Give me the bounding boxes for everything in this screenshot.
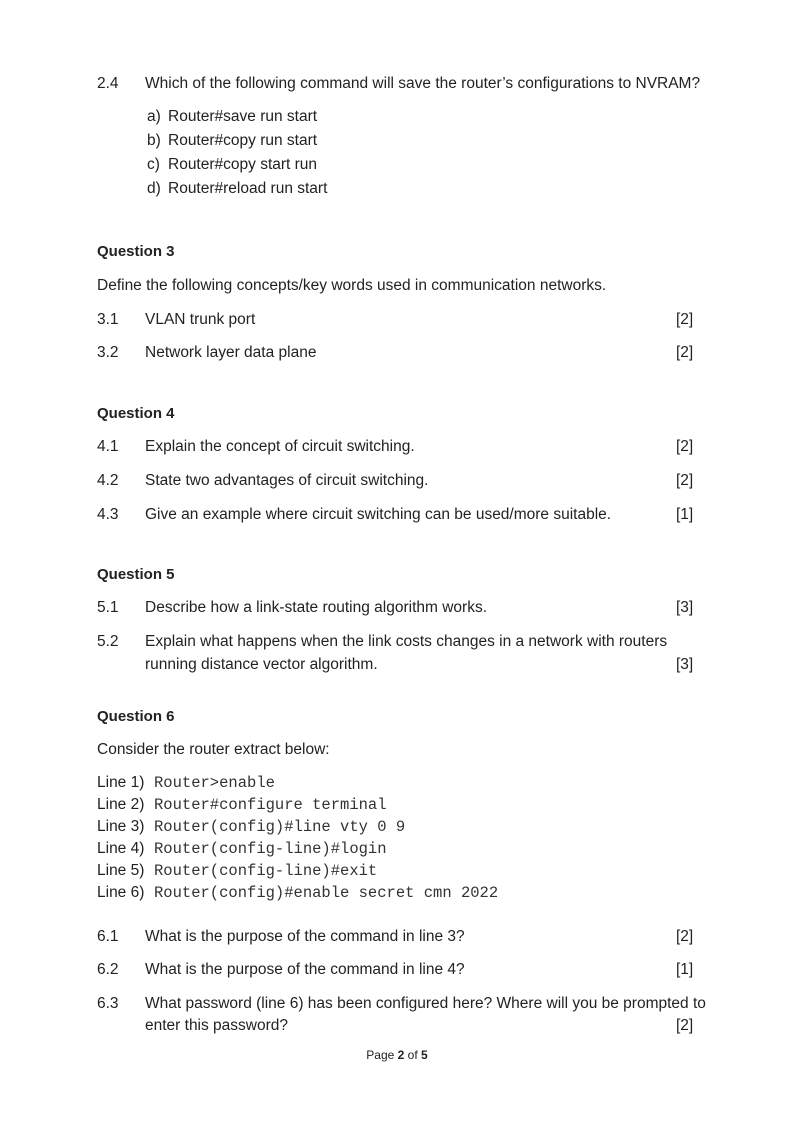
question-marks: [2] [676,438,694,455]
question-number: 6.1 [97,928,119,945]
question-number: 6.2 [97,961,119,978]
option-text: Router#reload run start [168,180,328,197]
question-marks: [2] [676,344,694,361]
section-intro: Consider the router extract below: [97,741,330,758]
question-text: VLAN trunk port [145,311,256,328]
question-number: 3.1 [97,311,119,328]
section-heading: Question 4 [97,405,175,422]
code-line-label: Line 5) [97,862,145,879]
question-marks: [3] [676,599,694,616]
footer-of: of [404,1048,422,1062]
question-text: Explain the concept of circuit switching. [145,438,415,455]
question-text: Explain what happens when the link costs changes in a network with routers [145,633,668,650]
code-line: Router(config-line)#login [154,840,387,858]
question-text: State two advantages of circuit switching. [145,472,429,489]
question-marks: [1] [676,506,694,523]
question-number: 4.3 [97,506,119,523]
question-marks: [2] [676,928,694,945]
question-text: Which of the following command will save the router’s configurations to NVRAM? [145,75,701,92]
question-text: What is the purpose of the command in line 4? [145,961,465,978]
question-number: 2.4 [97,75,119,92]
question-number: 4.1 [97,438,119,455]
footer-prefix: Page [366,1048,398,1062]
question-marks: [3] [676,656,694,673]
option-text: Router#save run start [168,108,318,125]
question-number: 5.1 [97,599,119,616]
code-line: Router(config-line)#exit [154,862,378,880]
code-line: Router>enable [154,774,275,792]
section-heading: Question 6 [97,708,175,725]
question-number: 3.2 [97,344,119,361]
footer-total-pages: 5 [421,1048,428,1062]
code-line: Router#configure terminal [154,796,387,814]
question-text: Network layer data plane [145,344,317,361]
section-heading: Question 5 [97,566,175,583]
question-marks: [2] [676,472,694,489]
question-text: Give an example where circuit switching can be used/more suitable. [145,506,612,523]
question-marks: [1] [676,961,694,978]
page-footer [0,1045,794,1065]
question-number: 5.2 [97,633,119,650]
code-line-label: Line 2) [97,796,145,813]
code-line-label: Line 4) [97,840,145,857]
section-heading: Question 3 [97,243,175,260]
option-text: Router#copy start run [168,156,318,173]
section-intro: Define the following concepts/key words used in communication networks. [97,277,607,294]
code-line-label: Line 3) [97,818,145,835]
question-marks: [2] [676,1017,694,1034]
question-text-continued: enter this password? [145,1017,289,1034]
option-letter: a) [147,108,161,125]
option-letter: d) [147,180,161,197]
question-number: 4.2 [97,472,119,489]
footer-page-number: 2 [397,1048,405,1062]
question-text: What password (line 6) has been configured here? Where will you be prompted to [145,995,706,1012]
question-marks: [2] [676,311,694,328]
option-letter: c) [147,156,160,173]
question-number: 6.3 [97,995,119,1012]
option-letter: b) [147,132,161,149]
question-text-continued: running distance vector algorithm. [145,656,378,673]
code-line-label: Line 1) [97,774,145,791]
option-text: Router#copy run start [168,132,318,149]
code-line-label: Line 6) [97,884,145,901]
question-text: Describe how a link-state routing algorithm works. [145,599,487,616]
code-line: Router(config)#line vty 0 9 [154,818,406,836]
question-text: What is the purpose of the command in line 3? [145,928,465,945]
code-line: Router(config)#enable secret cmn 2022 [154,884,499,902]
